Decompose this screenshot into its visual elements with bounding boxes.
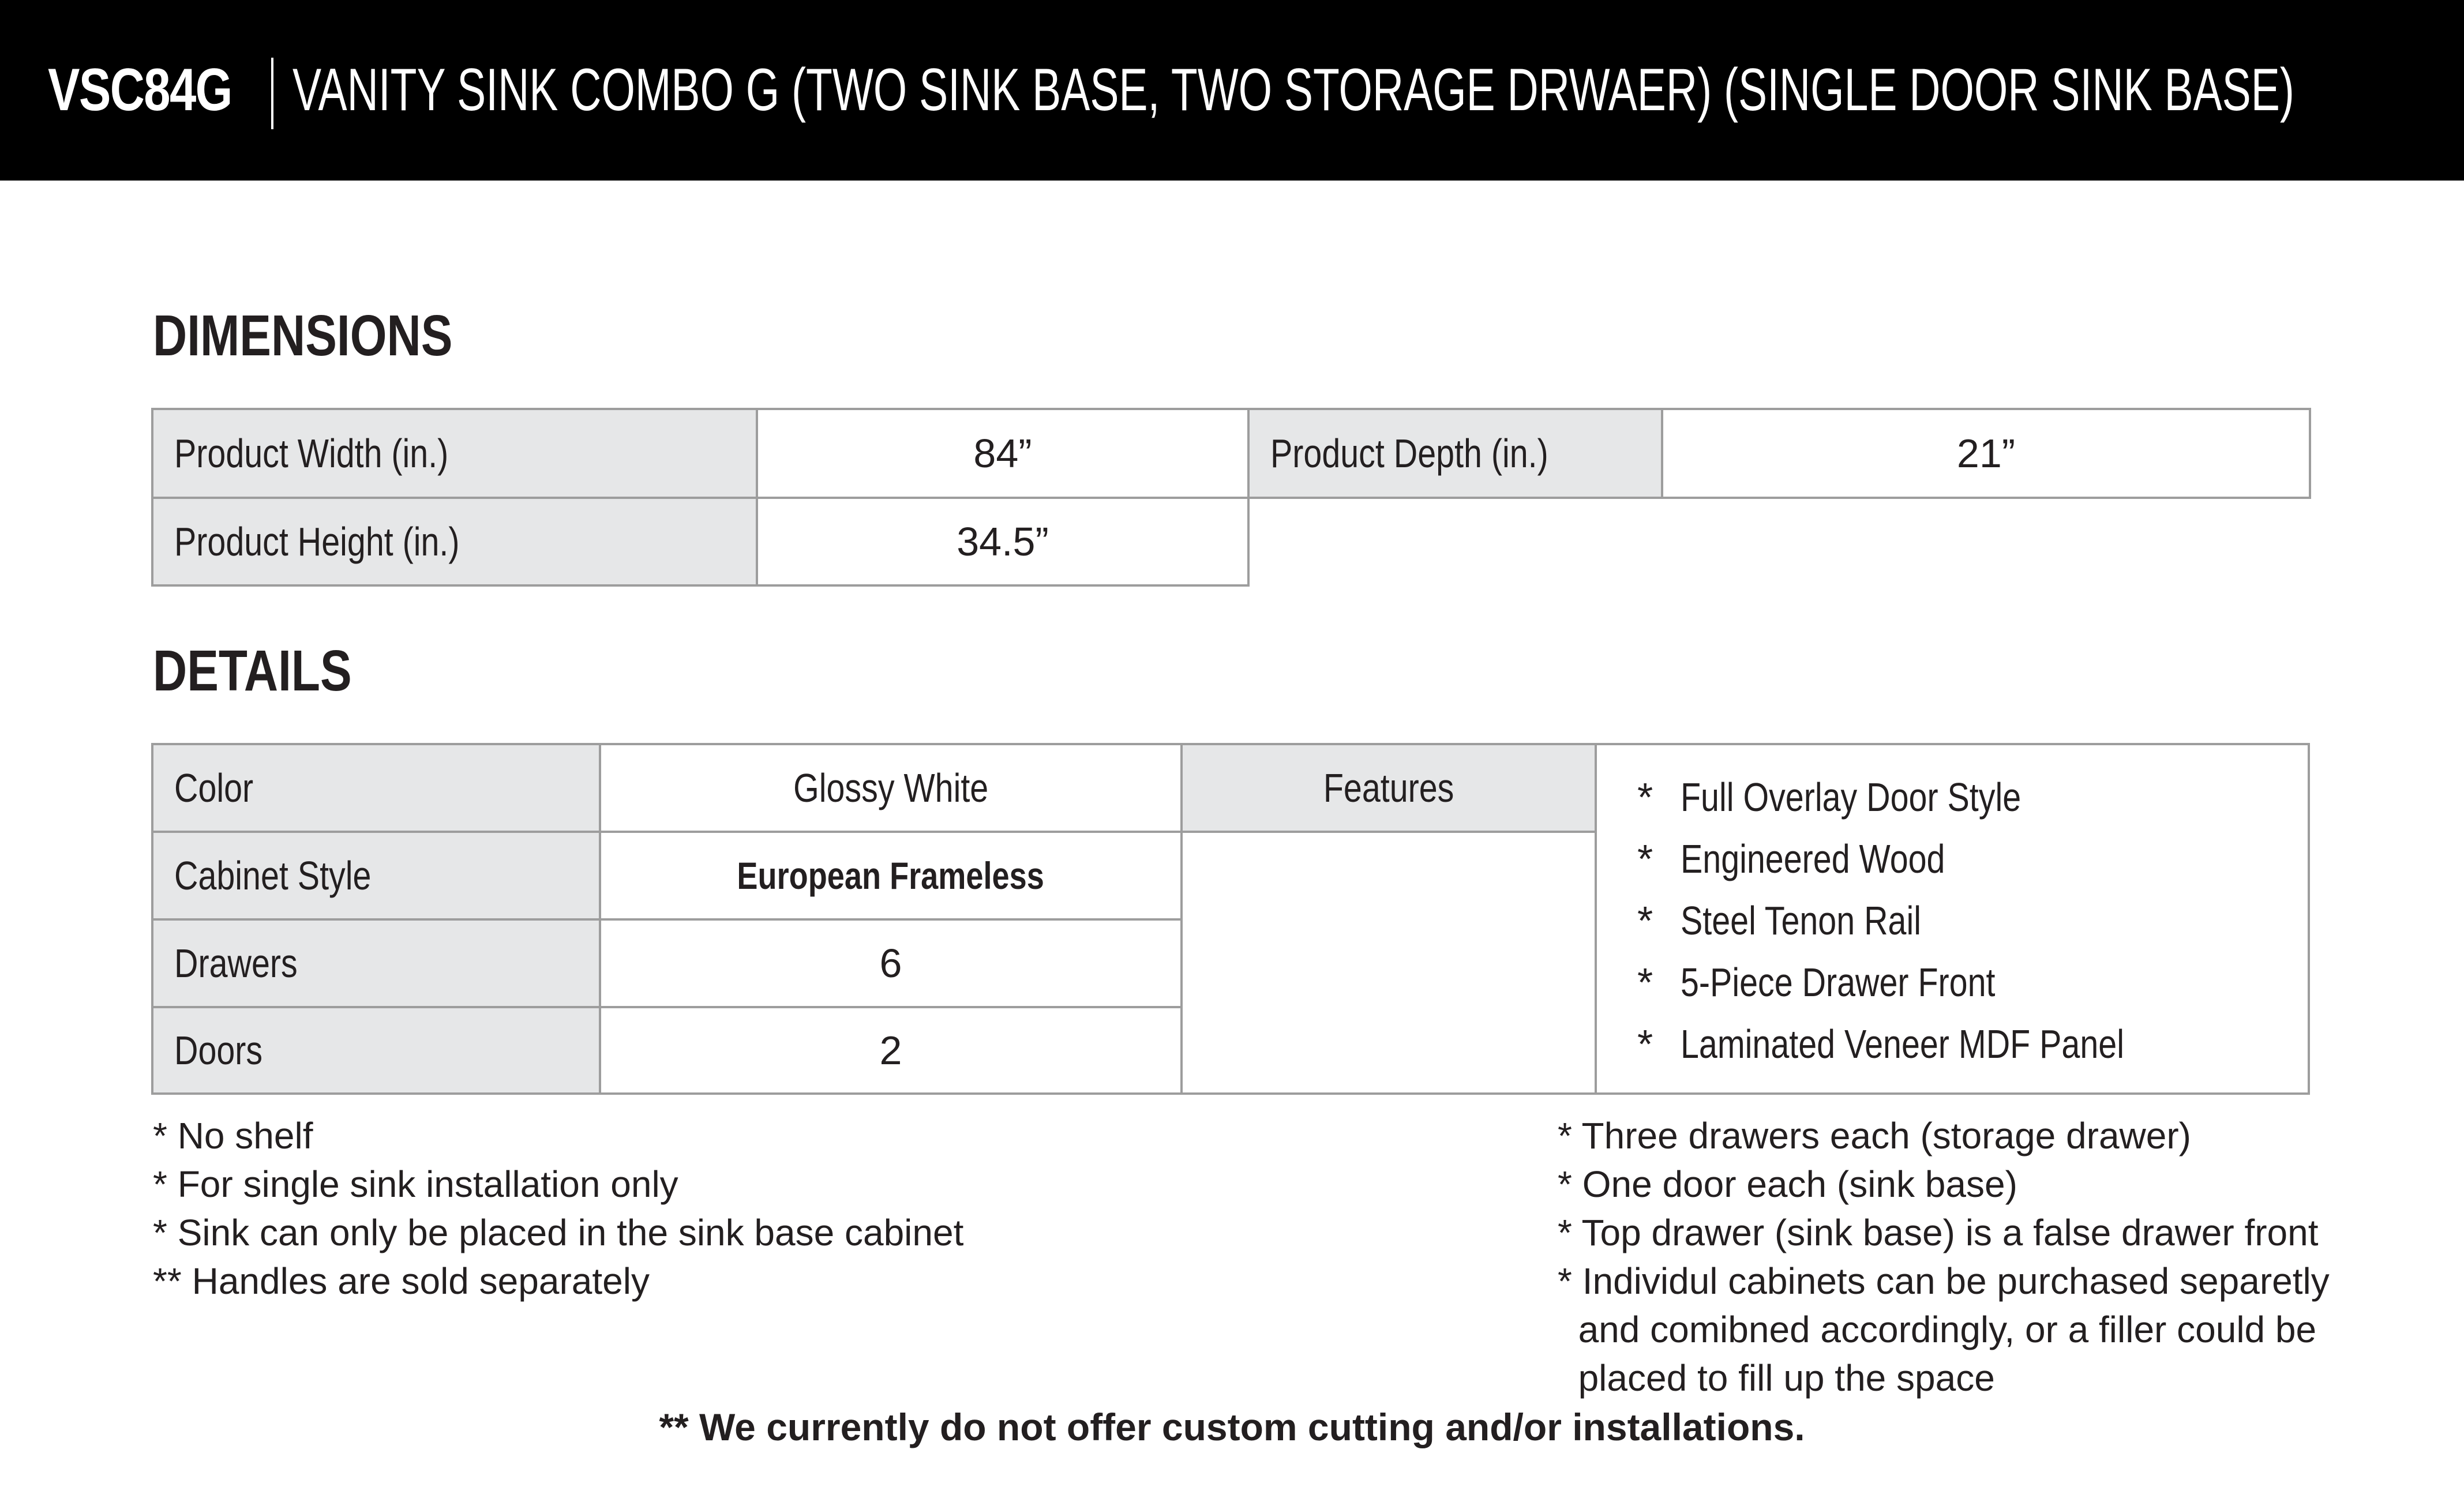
features-label-cell — [1180, 743, 1597, 833]
width-label: Product Width (in.) — [174, 431, 449, 476]
features-label: Features — [1323, 765, 1454, 810]
drawers-value: 6 — [879, 941, 902, 986]
drawers-label: Drawers — [174, 941, 298, 986]
drawers-value-cell — [599, 918, 1183, 1008]
note-right: * One door each (sink base) — [1558, 1163, 2017, 1205]
features-list — [1595, 743, 2310, 1095]
feature-item — [1637, 898, 1974, 944]
height-value: 34.5” — [957, 519, 1049, 564]
height-label-cell — [151, 497, 758, 587]
feature-item — [1637, 836, 2003, 882]
feature-text: Full Overlay Door Style — [1681, 775, 2022, 820]
cabinet-style-label: Cabinet Style — [174, 853, 372, 898]
note-right: * Individul cabinets can be purchased separetly — [1558, 1260, 2330, 1302]
cabinet-style-value: European Frameless — [737, 854, 1045, 897]
height-label: Product Height (in.) — [174, 519, 460, 564]
feature-text: Steel Tenon Rail — [1681, 898, 1921, 943]
feature-bullet: * — [1637, 836, 1653, 881]
color-label-cell — [151, 743, 601, 833]
details-heading: DETAILS — [153, 639, 352, 703]
features-blank-cell — [1180, 831, 1597, 1095]
feature-text: Laminated Veneer MDF Panel — [1681, 1022, 2124, 1067]
doors-label-cell — [151, 1006, 601, 1095]
doors-label: Doors — [174, 1028, 263, 1073]
depth-label-cell — [1247, 408, 1663, 499]
note-left: * For single sink installation only — [153, 1163, 678, 1205]
doors-value: 2 — [879, 1028, 902, 1073]
drawers-label-cell — [151, 918, 601, 1008]
cabinet-style-label-cell — [151, 831, 601, 921]
feature-text: Engineered Wood — [1681, 836, 1945, 881]
feature-bullet: * — [1637, 898, 1653, 943]
height-value-cell — [756, 497, 1250, 587]
feature-bullet: * — [1637, 775, 1653, 820]
width-value-cell — [756, 408, 1250, 499]
note-right: * Top drawer (sink base) is a false drawer front — [1558, 1212, 2319, 1253]
feature-item — [1637, 959, 2064, 1005]
depth-value-cell — [1661, 408, 2311, 499]
width-value: 84” — [973, 431, 1032, 476]
note-left: * No shelf — [153, 1115, 313, 1156]
note-right: placed to fill up the space — [1558, 1357, 1995, 1399]
note-right: * Three drawers each (storage drawer) — [1558, 1115, 2191, 1156]
note-left: ** Handles are sold separately — [153, 1260, 650, 1302]
note-left: * Sink can only be placed in the sink base cabinet — [153, 1212, 964, 1253]
feature-bullet: * — [1637, 1022, 1653, 1067]
doors-value-cell — [599, 1006, 1183, 1095]
color-label: Color — [174, 765, 254, 810]
width-label-cell — [151, 408, 758, 499]
depth-label: Product Depth (in.) — [1270, 431, 1548, 476]
dimensions-heading: DIMENSIONS — [153, 303, 453, 368]
footer-note: ** We currently do not offer custom cutting and/or installations. — [659, 1406, 1805, 1448]
color-value: Glossy White — [793, 765, 989, 810]
feature-bullet: * — [1637, 960, 1653, 1005]
feature-item — [1637, 774, 2096, 820]
depth-value: 21” — [1956, 431, 2016, 476]
product-code: VSC84G — [48, 57, 232, 123]
product-title: VANITY SINK COMBO G (TWO SINK BASE, TWO STORAGE DRWAER) (SINGLE DOOR SINK BASE) — [292, 57, 2294, 123]
cabinet-style-value-cell — [599, 831, 1183, 921]
color-value-cell — [599, 743, 1183, 833]
note-right: and comibned accordingly, or a filler could be — [1558, 1309, 2317, 1350]
feature-item — [1637, 1021, 2222, 1067]
header-bar — [0, 0, 2464, 181]
header-divider — [271, 58, 273, 129]
feature-text: 5-Piece Drawer Front — [1681, 960, 1996, 1005]
